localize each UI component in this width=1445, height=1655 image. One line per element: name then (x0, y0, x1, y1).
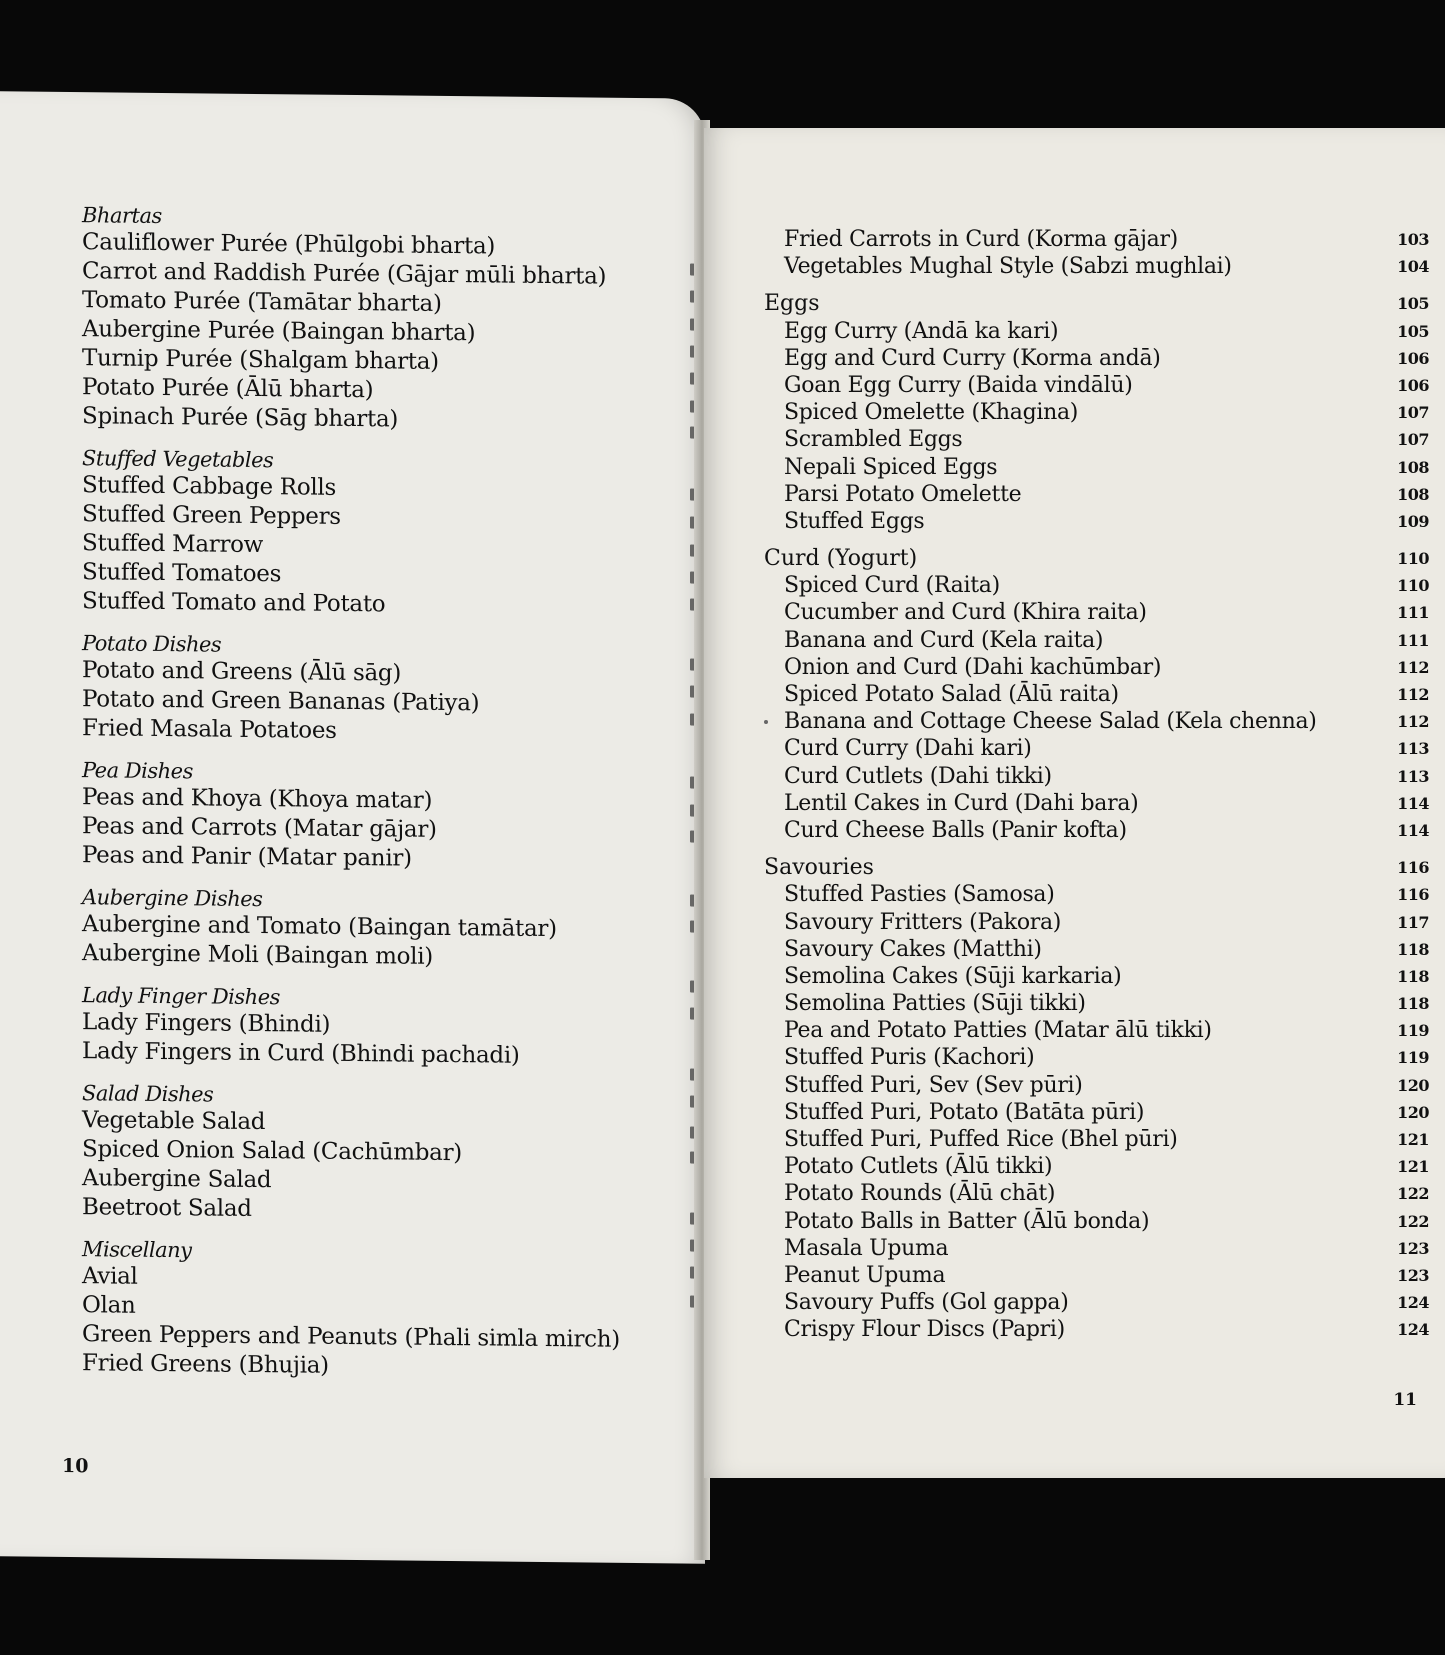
contents-entry: Vegetable Salad (82, 1107, 266, 1136)
contents-entry (764, 508, 1429, 535)
page-number: 118 (1397, 966, 1429, 986)
contents-entry (764, 226, 1429, 253)
contents-entry: Aubergine and Tomato (Baingan tamātar) (82, 911, 557, 943)
page-number: 121 (1397, 1157, 1429, 1177)
entry-title: Pea and Potato Patties (Matar ālū tikki) (784, 1018, 1212, 1044)
folio-left: 10 (62, 1454, 89, 1478)
page-number: 120 (1397, 1102, 1429, 1122)
entry-title: Lentil Cakes in Curd (Dahi bara) (784, 790, 1139, 816)
contents-entry (764, 936, 1429, 963)
page-number: 120 (1397, 1075, 1429, 1095)
contents-entry (764, 572, 1429, 599)
page-number: 117 (1397, 912, 1429, 932)
entry-title: Semolina Cakes (Sūji karkaria) (784, 963, 1122, 989)
page-number: 111 (1397, 630, 1429, 650)
entry-title: Peanut Upuma (784, 1262, 946, 1288)
contents-entry: Peas and Khoya (Khoya matar) (82, 784, 433, 814)
entry-title: Egg and Curd Curry (Korma andā) (784, 345, 1161, 371)
entry-title: Scrambled Eggs (784, 427, 963, 453)
section-heading: Salad Dishes (82, 1081, 214, 1107)
page-number: 108 (1397, 484, 1429, 504)
contents-entry: Potato and Greens (Ālū sāg) (82, 657, 401, 687)
entry-title: Banana and Cottage Cheese Salad (Kela chenna) (784, 709, 1317, 735)
contents-entry: Fried Masala Potatoes (82, 715, 337, 744)
page-number: 107 (1397, 430, 1429, 450)
entry-title: Stuffed Eggs (784, 508, 925, 534)
contents-entry: Stuffed Tomato and Potato (82, 588, 386, 618)
contents-entry (764, 1316, 1429, 1343)
page-number: 116 (1397, 858, 1429, 878)
left-page (0, 91, 705, 1563)
contents-entry: Green Peppers and Peanuts (Phali simla mirch) (82, 1321, 620, 1353)
entry-title: Onion and Curd (Dahi kachūmbar) (784, 654, 1162, 680)
contents-entry (764, 1180, 1429, 1207)
page-number: 124 (1397, 1320, 1429, 1340)
contents-entry: Tomato Purée (Tamātar bharta) (82, 287, 442, 317)
contents-entry (764, 1153, 1429, 1180)
contents-entry (764, 1099, 1429, 1126)
entry-title: Potato Rounds (Ālū chāt) (784, 1181, 1056, 1207)
contents-entry (764, 735, 1429, 762)
contents-entry (764, 990, 1429, 1017)
entry-title: Stuffed Puri, Potato (Batāta pūri) (784, 1099, 1145, 1125)
contents-entry (764, 654, 1429, 681)
entry-title: Stuffed Pasties (Samosa) (784, 882, 1055, 908)
right-contents-list (764, 226, 1429, 1344)
page-number: 119 (1397, 1021, 1429, 1041)
section-heading (764, 545, 1429, 572)
contents-entry: Stuffed Green Peppers (82, 501, 341, 530)
contents-entry: Fried Greens (Bhujia) (82, 1350, 329, 1379)
contents-entry (764, 1126, 1429, 1153)
entry-title: Egg Curry (Andā ka kari) (784, 318, 1059, 344)
contents-entry: Olan (82, 1292, 136, 1319)
contents-entry (764, 318, 1429, 345)
page-number: 106 (1397, 348, 1429, 368)
contents-entry: Stuffed Tomatoes (82, 559, 282, 588)
entry-title: Banana and Curd (Kela raita) (784, 627, 1104, 653)
contents-entry (764, 481, 1429, 508)
entry-title: Goan Egg Curry (Baida vindālū) (784, 372, 1133, 398)
page-number: 113 (1397, 766, 1429, 786)
entry-title: Crispy Flour Discs (Papri) (784, 1317, 1065, 1343)
page-number: 113 (1397, 739, 1429, 759)
contents-entry: Peas and Carrots (Matar gājar) (82, 813, 437, 843)
right-page (704, 128, 1445, 1478)
page-number: 111 (1397, 603, 1429, 623)
contents-entry: Lady Fingers in Curd (Bhindi pachadi) (82, 1038, 520, 1069)
contents-entry: Peas and Panir (Matar panir) (82, 842, 412, 872)
entry-title: Potato Balls in Batter (Ālū bonda) (784, 1208, 1150, 1234)
page-number: 119 (1397, 1048, 1429, 1068)
entry-title: Eggs (764, 291, 820, 317)
page-number: 105 (1397, 321, 1429, 341)
contents-entry: Aubergine Salad (82, 1165, 272, 1194)
entry-title: Spiced Potato Salad (Ālū raita) (784, 682, 1119, 707)
contents-entry: Aubergine Purée (Baingan bharta) (82, 316, 476, 347)
contents-entry (764, 1017, 1429, 1044)
page-number: 114 (1397, 793, 1429, 813)
contents-entry (764, 817, 1429, 844)
entry-title: Cucumber and Curd (Khira raita) (784, 600, 1147, 626)
page-number: 110 (1397, 549, 1429, 569)
contents-entry: Spiced Onion Salad (Cachūmbar) (82, 1136, 462, 1167)
page-number: 123 (1397, 1265, 1429, 1285)
contents-entry: Potato Purée (Ālū bharta) (82, 374, 374, 404)
contents-entry (764, 708, 1429, 735)
contents-entry (764, 763, 1429, 790)
contents-entry: Cauliflower Purée (Phūlgobi bharta) (82, 229, 496, 260)
contents-entry (764, 790, 1429, 817)
page-number: 106 (1397, 375, 1429, 395)
entry-title: Curd (Yogurt) (764, 546, 918, 572)
contents-entry (764, 454, 1429, 481)
contents-entry (764, 345, 1429, 372)
entry-title: Stuffed Puri, Puffed Rice (Bhel pūri) (784, 1127, 1178, 1152)
entry-title: Nepali Spiced Eggs (784, 454, 998, 480)
page-number: 114 (1397, 820, 1429, 840)
contents-entry: Stuffed Cabbage Rolls (82, 472, 336, 501)
folio-right: 11 (1393, 1390, 1417, 1410)
contents-entry (764, 399, 1429, 426)
entry-title: Curd Curry (Dahi kari) (784, 736, 1032, 762)
contents-entry: Aubergine Moli (Baingan moli) (82, 940, 433, 970)
page-number: 105 (1397, 294, 1429, 314)
page-number: 108 (1397, 457, 1429, 477)
entry-title: Savoury Fritters (Pakora) (784, 909, 1062, 935)
page-number: 107 (1397, 403, 1429, 423)
entry-title: Savouries (764, 855, 874, 881)
section-heading: Potato Dishes (82, 631, 222, 657)
contents-entry: Avial (82, 1263, 138, 1290)
contents-entry (764, 1072, 1429, 1099)
contents-entry (764, 372, 1429, 399)
page-number: 121 (1397, 1130, 1429, 1149)
page-number: 110 (1397, 576, 1429, 596)
entry-title: Stuffed Puri, Sev (Sev pūri) (784, 1072, 1083, 1098)
page-number: 109 (1397, 511, 1429, 531)
entry-title: Stuffed Puris (Kachori) (784, 1045, 1035, 1071)
contents-entry (764, 1208, 1429, 1235)
entry-title: Spiced Curd (Raita) (784, 573, 1000, 599)
entry-title: Curd Cutlets (Dahi tikki) (784, 763, 1052, 789)
page-number: 112 (1397, 657, 1429, 677)
section-heading: Stuffed Vegetables (82, 446, 274, 473)
contents-entry (764, 881, 1429, 908)
page-number: 104 (1397, 257, 1429, 277)
contents-entry: Spinach Purée (Sāg bharta) (82, 403, 399, 433)
left-contents-list (82, 202, 702, 1384)
contents-entry (764, 909, 1429, 936)
entry-title: Parsi Potato Omelette (784, 481, 1022, 507)
contents-entry (764, 627, 1429, 654)
section-heading: Aubergine Dishes (82, 885, 263, 912)
bullet-mark (764, 720, 768, 724)
contents-entry (764, 1235, 1429, 1262)
entry-title: Vegetables Mughal Style (Sabzi mughlai) (784, 254, 1232, 280)
contents-entry: Lady Fingers (Bhindi) (82, 1009, 331, 1038)
section-heading (764, 290, 1429, 317)
entry-title: Savoury Cakes (Matthi) (784, 936, 1042, 962)
section-heading: Lady Finger Dishes (82, 983, 280, 1010)
contents-entry (764, 1262, 1429, 1289)
page-number: 103 (1397, 230, 1429, 249)
contents-entry (764, 1289, 1429, 1316)
page-number: 112 (1397, 685, 1429, 704)
section-heading: Miscellany (82, 1237, 192, 1263)
page-number: 116 (1397, 885, 1429, 905)
page-number: 124 (1397, 1293, 1429, 1313)
contents-entry (764, 963, 1429, 990)
page-number: 118 (1397, 994, 1429, 1014)
page-number: 118 (1397, 939, 1429, 959)
entry-title: Curd Cheese Balls (Panir kofta) (784, 817, 1127, 843)
contents-entry (764, 1044, 1429, 1071)
page-number: 122 (1397, 1211, 1429, 1231)
section-heading: Pea Dishes (82, 758, 193, 784)
contents-entry: Carrot and Raddish Purée (Gājar mūli bharta) (82, 258, 607, 290)
contents-entry: Beetroot Salad (82, 1194, 252, 1222)
entry-title: Potato Cutlets (Ālū tikki) (784, 1154, 1053, 1180)
section-heading: Bhartas (82, 203, 162, 229)
contents-entry: Potato and Green Bananas (Patiya) (82, 686, 480, 717)
entry-title: Semolina Patties (Sūji tikki) (784, 991, 1086, 1017)
entry-title: Masala Upuma (784, 1235, 949, 1261)
entry-title: Spiced Omelette (Khagina) (784, 400, 1079, 426)
contents-entry: Stuffed Marrow (82, 530, 264, 559)
contents-entry (764, 599, 1429, 626)
entry-title: Savoury Puffs (Gol gappa) (784, 1290, 1069, 1316)
page-number: 122 (1397, 1184, 1429, 1204)
entry-title: Fried Carrots in Curd (Korma gājar) (784, 227, 1178, 252)
contents-entry: Turnip Purée (Shalgam bharta) (82, 345, 439, 375)
contents-entry (764, 681, 1429, 708)
contents-entry (764, 253, 1429, 280)
page-number: 112 (1397, 712, 1429, 732)
section-heading (764, 854, 1429, 881)
page-number: 123 (1397, 1238, 1429, 1258)
contents-entry (764, 426, 1429, 453)
